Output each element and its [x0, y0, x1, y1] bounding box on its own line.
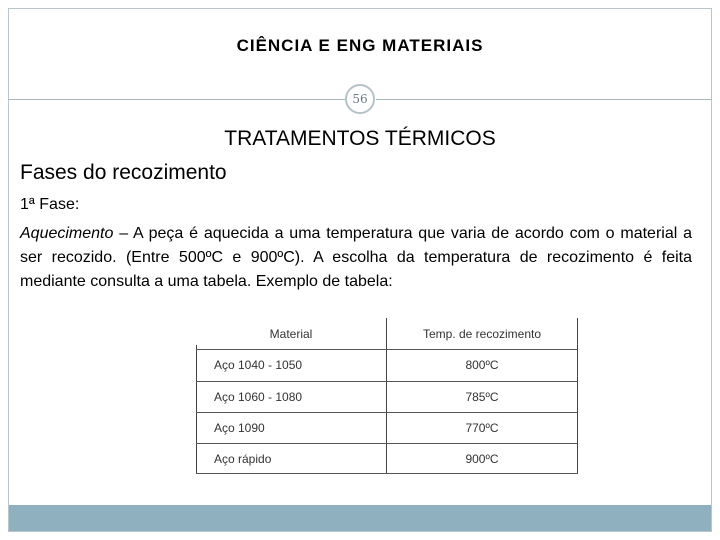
paragraph-text: – A peça é aquecida a uma temperatura que varia de acordo com o material a ser recozido. (Entre 500ºC e 900ºC). A escolha da temperatura de recozimento é feita mediante consulta a uma tabela. Exemplo de tabela: — [20, 225, 692, 290]
section-title: TRATAMENTOS TÉRMICOS — [224, 127, 496, 150]
cell-temp: 800ºC — [465, 358, 499, 372]
table-header-temp: Temp. de recozimento — [422, 327, 542, 341]
table-header-material: Material — [269, 327, 313, 341]
cell-temp: 785ºC — [465, 390, 499, 404]
table-row — [196, 444, 578, 475]
phase-label: 1ª Fase: — [20, 196, 80, 213]
cell-temp: 770ºC — [465, 421, 499, 435]
subtitle: Fases do recozimento — [20, 161, 227, 184]
cell-material: Aço rápido — [214, 452, 272, 466]
table-row — [196, 413, 578, 444]
table-row — [196, 382, 578, 413]
cell-temp: 900ºC — [465, 452, 499, 466]
cell-material: Aço 1040 - 1050 — [214, 358, 303, 372]
header-title: CIÊNCIA E ENG MATERIAIS — [236, 36, 484, 55]
cell-material: Aço 1060 - 1080 — [214, 390, 303, 404]
body-paragraph — [20, 222, 692, 294]
header-divider-right — [376, 99, 712, 100]
table-rule — [196, 473, 578, 474]
page-number-badge: 56 — [345, 84, 375, 114]
footer-accent-bar — [9, 505, 711, 531]
emphasis-term: Aquecimento — [20, 225, 114, 242]
annealing-table — [196, 318, 578, 474]
table-row — [196, 350, 578, 381]
cell-material: Aço 1090 — [214, 421, 265, 435]
header-divider-left — [8, 99, 346, 100]
